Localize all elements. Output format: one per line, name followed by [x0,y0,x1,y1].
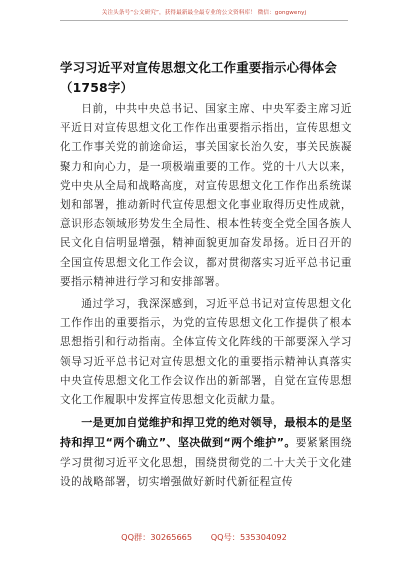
footer-qq-number: QQ号：535304092 [210,532,287,542]
paragraph-3-lead: 一是更加自觉维护和捍卫党的绝对领导，最根本的是坚持和捍卫“两个确立”、坚决做到“两个维护”。 [60,416,352,450]
paragraph-1 [60,100,352,292]
document-title: 学习习近平对宣传思想文化工作重要指示心得体会（1758字） [60,60,337,95]
header-note: 关注头条号“公文研究”，获得最新最全最专业的公文资料库！ 微信：gongwenyj [101,10,307,16]
footer-contact [0,532,408,543]
document-body [60,58,352,492]
paragraph-1-text: 日前，中共中央总书记、国家主席、中央军委主席习近平近日对宣传思想文化工作作出重要指示指出，宣传思想文化工作事关党的前途命运，事关国家长治久安，事关民族凝聚力和向心力，是一项极端重要的工作。党的十八大以来，党中央从全局和战略高度，对宣传思想文化工作作出系统谋划和部署，推动新时代宣传思想文化事业取得历史性成就，意识形态领域形势发生全局性、根本性转变全党全国各族人民文化自信明显增强，精神面貌更加奋发昂扬。近日召开的全国宣传思想文化工作会议，都对贯彻落实习近平总书记重要指示精神进行学习和安排部署。 [60,103,352,288]
paragraph-2-text: 通过学习，我深深感到，习近平总书记对宣传思想文化工作作出的重要指示，为党的宣传思想文化工作提供了根本思想指引和行动指南。全体宣传文化阵线的干部要深入学习领导习近平总书记对宣传思想文化的重要指示精神认真落实中央宣传思想文化工作会议作出的新部署，自觉在宣传思想文化工作履职中发挥宣传思想文化贡献力量。 [60,298,352,407]
paragraph-3 [60,413,352,492]
paragraph-3-text: 要紧紧围绕学习贯彻习近平文化思想，围绕贯彻党的二十大关于文化建设的战略部署，切实增强做好新时代新征程宣传 [60,437,353,488]
header-divider [60,20,348,21]
paragraph-2 [60,295,352,410]
footer-qq-group: QQ群：30265665 [121,532,193,542]
